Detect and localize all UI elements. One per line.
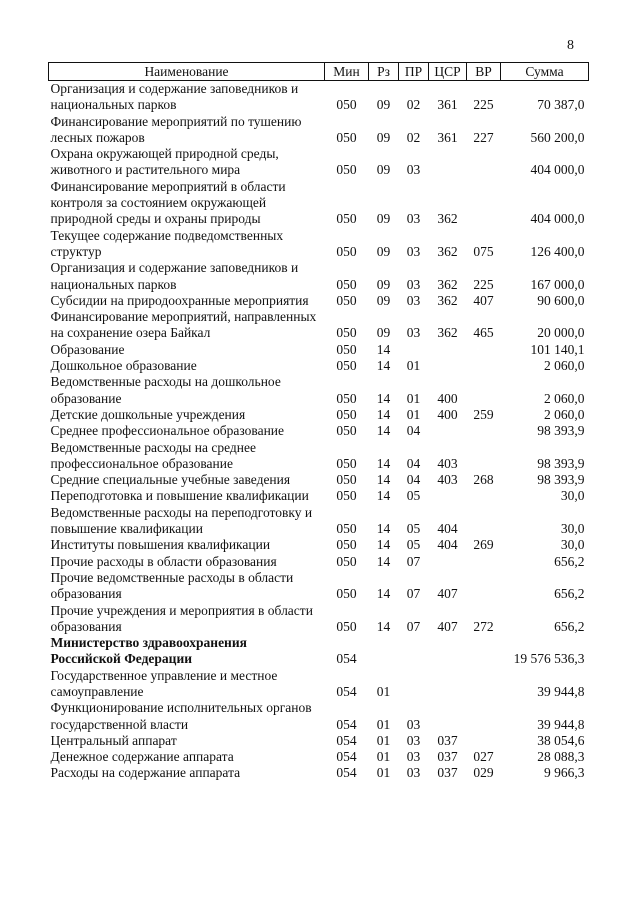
- cell-name: Министерство здравоохранения Российской Федерации: [50, 635, 247, 667]
- cell-sum: 30,0: [560, 521, 585, 537]
- budget-table: [48, 62, 589, 782]
- cell-vr: [467, 733, 501, 749]
- cell-rz: 09: [376, 162, 391, 178]
- cell-pr: 02: [406, 97, 421, 113]
- cell-sum: 98 393,9: [537, 423, 585, 439]
- cell-name: Охрана окружающей природной среды, животного и растительного мира: [50, 146, 279, 178]
- cell-csr: 403: [437, 472, 458, 488]
- table-row: [49, 342, 589, 358]
- cell-min: 054: [336, 651, 357, 667]
- cell-name: Организация и содержание заповедников и национальных парков: [50, 81, 299, 113]
- cell-vr: 268: [473, 472, 494, 488]
- cell-name: Прочие ведомственные расходы в области образования: [50, 569, 294, 602]
- cell-pr: 07: [406, 586, 421, 602]
- cell-vr: [467, 179, 501, 228]
- cell-min: 050: [336, 488, 357, 504]
- cell-sum: 19 576 536,3: [513, 651, 585, 667]
- cell-name: Центральный аппарат: [50, 732, 177, 748]
- cell-vr: 225: [473, 97, 494, 113]
- cell-csr: 361: [437, 129, 458, 145]
- cell-min: 050: [336, 390, 357, 406]
- cell-sum: 38 054,6: [537, 732, 585, 748]
- cell-pr: [399, 668, 429, 701]
- cell-vr: [467, 668, 501, 701]
- cell-pr: 07: [406, 618, 421, 634]
- cell-name: Денежное содержание аппарата: [50, 749, 234, 765]
- cell-sum: 2 060,0: [544, 358, 585, 374]
- cell-pr: 01: [406, 358, 421, 374]
- cell-pr: 04: [406, 423, 421, 439]
- cell-csr: 400: [437, 390, 458, 406]
- cell-min: 050: [336, 162, 357, 178]
- cell-rz: 09: [376, 129, 391, 145]
- cell-rz: 09: [376, 243, 391, 259]
- cell-pr: 07: [406, 553, 421, 569]
- cell-pr: 03: [406, 211, 421, 227]
- table-row: [49, 765, 589, 781]
- cell-rz: 14: [376, 358, 391, 374]
- cell-min: 050: [336, 211, 357, 227]
- cell-name: Прочие расходы в области образования: [50, 553, 277, 569]
- cell-rz: 14: [376, 455, 391, 471]
- cell-min: 050: [336, 521, 357, 537]
- cell-rz: 01: [376, 716, 391, 732]
- cell-pr: 03: [406, 325, 421, 341]
- cell-csr: [429, 358, 467, 374]
- cell-name: Ведомственные расходы на среднее профессиональное образование: [50, 439, 256, 471]
- table-header: [49, 63, 589, 81]
- cell-pr: 05: [406, 537, 421, 553]
- table-row: [49, 358, 589, 374]
- table-row: [49, 603, 589, 636]
- cell-csr: 362: [437, 325, 458, 341]
- cell-min: 050: [336, 586, 357, 602]
- cell-pr: 01: [406, 406, 421, 422]
- cell-rz: 01: [376, 765, 391, 781]
- cell-min: 050: [336, 325, 357, 341]
- cell-name: Субсидии на природоохранные мероприятия: [50, 292, 309, 308]
- cell-rz: 09: [376, 276, 391, 292]
- header-sum: Сумма: [501, 63, 589, 81]
- cell-name: Финансирование мероприятий, направленных на сохранение озера Байкал: [50, 309, 317, 341]
- cell-csr: [429, 700, 467, 733]
- cell-min: 054: [336, 683, 357, 699]
- cell-vr: 225: [473, 276, 494, 292]
- cell-rz: 14: [376, 472, 391, 488]
- cell-rz: 09: [376, 97, 391, 113]
- cell-name: Государственное управление и местное самоуправление: [50, 667, 278, 699]
- table-row: [49, 733, 589, 749]
- cell-vr: [467, 146, 501, 179]
- cell-sum: 39 944,8: [537, 683, 585, 699]
- cell-vr: [467, 554, 501, 570]
- cell-min: 054: [336, 765, 357, 781]
- cell-min: 050: [336, 553, 357, 569]
- cell-rz: 14: [376, 341, 391, 357]
- cell-min: 054: [336, 716, 357, 732]
- cell-pr: 03: [406, 732, 421, 748]
- cell-rz: 09: [376, 211, 391, 227]
- cell-name: Переподготовка и повышение квалификации: [50, 488, 309, 504]
- cell-name: Ведомственные расходы на переподготовку и повышение квалификации: [50, 504, 313, 537]
- cell-min: 050: [336, 341, 357, 357]
- cell-pr: 04: [406, 472, 421, 488]
- cell-vr: [467, 440, 501, 473]
- cell-sum: 101 140,1: [530, 341, 585, 357]
- cell-vr: [467, 488, 501, 504]
- cell-min: 050: [336, 618, 357, 634]
- header-row: [49, 63, 589, 81]
- cell-rz: 14: [376, 586, 391, 602]
- cell-rz: 14: [376, 406, 391, 422]
- table-row: [49, 668, 589, 701]
- table-row: [49, 407, 589, 423]
- cell-pr: 03: [406, 292, 421, 308]
- cell-min: 054: [336, 749, 357, 765]
- header-rz: Рз: [369, 63, 399, 81]
- cell-sum: 404 000,0: [530, 162, 585, 178]
- cell-sum: 98 393,9: [537, 455, 585, 471]
- cell-vr: [467, 358, 501, 374]
- cell-name: Детские дошкольные учреждения: [50, 406, 246, 422]
- cell-rz: 14: [376, 488, 391, 504]
- cell-rz: 14: [376, 521, 391, 537]
- cell-min: 050: [336, 292, 357, 308]
- table-row: [49, 228, 589, 261]
- cell-csr: 400: [437, 406, 458, 422]
- cell-sum: 9 966,3: [544, 765, 585, 781]
- cell-min: 050: [336, 406, 357, 422]
- cell-vr: 259: [473, 406, 494, 422]
- cell-rz: 14: [376, 553, 391, 569]
- cell-sum: 98 393,9: [537, 472, 585, 488]
- cell-sum: 2 060,0: [544, 390, 585, 406]
- cell-rz: 14: [376, 423, 391, 439]
- cell-name: Институты повышения квалификации: [50, 537, 271, 553]
- cell-name: Организация и содержание заповедников и национальных парков: [50, 260, 299, 292]
- cell-rz: 09: [376, 325, 391, 341]
- cell-rz: 01: [376, 732, 391, 748]
- cell-name: Образование: [50, 341, 125, 357]
- cell-name: Финансирование мероприятий в области контроля за состоянием окружающей природной среды и охраны природы: [50, 178, 286, 227]
- table-row: [49, 440, 589, 473]
- cell-name: Ведомственные расходы на дошкольное образование: [50, 374, 281, 406]
- cell-vr: [467, 570, 501, 603]
- cell-sum: 2 060,0: [544, 406, 585, 422]
- cell-csr: 362: [437, 292, 458, 308]
- header-min: Мин: [325, 63, 369, 81]
- cell-pr: 04: [406, 455, 421, 471]
- cell-sum: 656,2: [554, 586, 585, 602]
- table-row: [49, 374, 589, 407]
- cell-csr: [429, 146, 467, 179]
- cell-name: Текущее содержание подведомственных структур: [50, 227, 284, 259]
- table-row: [49, 423, 589, 439]
- cell-vr: [467, 635, 501, 668]
- cell-vr: 029: [473, 765, 494, 781]
- table-row: [49, 81, 589, 114]
- table-row: [49, 293, 589, 309]
- cell-vr: 269: [473, 537, 494, 553]
- cell-sum: 30,0: [560, 488, 585, 504]
- cell-sum: 30,0: [560, 537, 585, 553]
- cell-sum: 70 387,0: [537, 97, 585, 113]
- header-csr: ЦСР: [429, 63, 467, 81]
- cell-rz: 01: [376, 683, 391, 699]
- table-row: [49, 505, 589, 538]
- cell-csr: 037: [437, 765, 458, 781]
- cell-rz: 14: [376, 618, 391, 634]
- cell-sum: 28 088,3: [537, 749, 585, 765]
- cell-sum: 90 600,0: [537, 292, 585, 308]
- cell-csr: [429, 342, 467, 358]
- cell-vr: 227: [473, 129, 494, 145]
- cell-csr: 037: [437, 749, 458, 765]
- cell-name: Прочие учреждения и мероприятия в области образования: [50, 602, 313, 634]
- cell-pr: 02: [406, 129, 421, 145]
- cell-csr: [429, 554, 467, 570]
- cell-sum: 656,2: [554, 618, 585, 634]
- cell-vr: 027: [473, 749, 494, 765]
- cell-csr: [429, 423, 467, 439]
- cell-min: 050: [336, 537, 357, 553]
- cell-sum: 126 400,0: [530, 243, 585, 259]
- cell-pr: 03: [406, 716, 421, 732]
- cell-sum: 656,2: [554, 553, 585, 569]
- table-row: [49, 488, 589, 504]
- table-row: [49, 260, 589, 293]
- cell-name: Функционирование исполнительных органов государственной власти: [50, 700, 312, 732]
- cell-csr: 362: [437, 243, 458, 259]
- cell-min: 050: [336, 129, 357, 145]
- cell-sum: 167 000,0: [530, 276, 585, 292]
- cell-name: Расходы на содержание аппарата: [50, 765, 241, 781]
- table-row: [49, 114, 589, 147]
- cell-csr: 037: [437, 732, 458, 748]
- cell-pr: 05: [406, 521, 421, 537]
- cell-rz: 09: [376, 292, 391, 308]
- cell-vr: [467, 700, 501, 733]
- cell-pr: 03: [406, 749, 421, 765]
- table-row: [49, 309, 589, 342]
- cell-pr: 03: [406, 765, 421, 781]
- cell-sum: 560 200,0: [530, 129, 585, 145]
- cell-vr: [467, 374, 501, 407]
- cell-csr: 361: [437, 97, 458, 113]
- cell-vr: 272: [473, 618, 494, 634]
- header-name: Наименование: [49, 63, 325, 81]
- cell-sum: 20 000,0: [537, 325, 585, 341]
- cell-min: 050: [336, 455, 357, 471]
- cell-csr: [429, 635, 467, 668]
- table-row: [49, 700, 589, 733]
- cell-csr: 362: [437, 276, 458, 292]
- cell-csr: 407: [437, 618, 458, 634]
- table-body: [49, 81, 589, 782]
- cell-pr: 01: [406, 390, 421, 406]
- table-row: [49, 537, 589, 553]
- table-row: [49, 146, 589, 179]
- cell-pr: 03: [406, 276, 421, 292]
- cell-min: 054: [336, 732, 357, 748]
- table-row: [49, 472, 589, 488]
- cell-vr: [467, 342, 501, 358]
- table-row: [49, 179, 589, 228]
- cell-pr: 03: [406, 162, 421, 178]
- cell-pr: [399, 342, 429, 358]
- cell-pr: [399, 635, 429, 668]
- cell-vr: 075: [473, 243, 494, 259]
- table-row: [49, 570, 589, 603]
- cell-sum: 404 000,0: [530, 211, 585, 227]
- header-vr: ВР: [467, 63, 501, 81]
- cell-csr: 404: [437, 537, 458, 553]
- table-row: [49, 749, 589, 765]
- cell-rz: [369, 635, 399, 668]
- cell-pr: 03: [406, 243, 421, 259]
- cell-vr: [467, 423, 501, 439]
- cell-csr: 403: [437, 455, 458, 471]
- cell-name: Финансирование мероприятий по тушению лесных пожаров: [50, 113, 302, 145]
- cell-min: 050: [336, 472, 357, 488]
- cell-min: 050: [336, 243, 357, 259]
- cell-name: Дошкольное образование: [50, 358, 197, 374]
- cell-sum: 39 944,8: [537, 716, 585, 732]
- cell-vr: [467, 505, 501, 538]
- table-row: [49, 635, 589, 668]
- cell-csr: [429, 488, 467, 504]
- cell-min: 050: [336, 97, 357, 113]
- cell-rz: 01: [376, 749, 391, 765]
- page-number: 8: [567, 38, 574, 53]
- cell-vr: 407: [473, 292, 494, 308]
- cell-rz: 14: [376, 537, 391, 553]
- cell-rz: 14: [376, 390, 391, 406]
- cell-min: 050: [336, 276, 357, 292]
- cell-csr: 407: [437, 586, 458, 602]
- cell-name: Среднее профессиональное образование: [50, 423, 285, 439]
- cell-csr: 362: [437, 211, 458, 227]
- cell-csr: [429, 668, 467, 701]
- cell-min: 050: [336, 423, 357, 439]
- table-row: [49, 554, 589, 570]
- cell-min: 050: [336, 358, 357, 374]
- cell-vr: 465: [473, 325, 494, 341]
- header-pr: ПР: [399, 63, 429, 81]
- cell-csr: 404: [437, 521, 458, 537]
- cell-name: Средние специальные учебные заведения: [50, 472, 291, 488]
- cell-pr: 05: [406, 488, 421, 504]
